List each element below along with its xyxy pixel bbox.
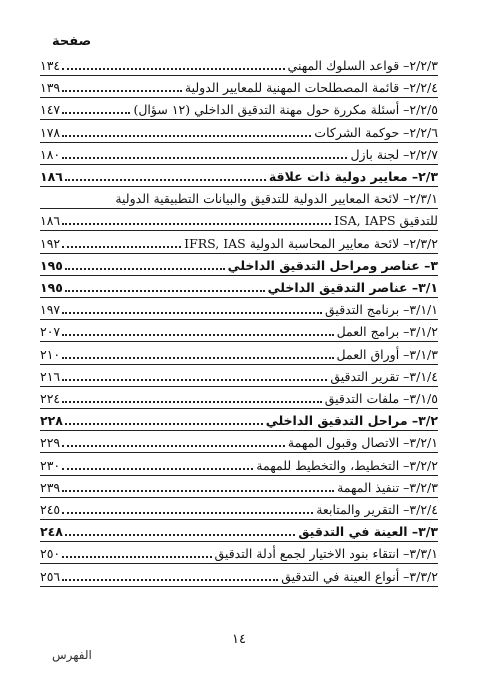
toc-entry-title: ٣/٢– مراحل التدقيق الداخلي bbox=[265, 413, 438, 429]
toc-entry-page: ٢٢٤ bbox=[40, 391, 61, 406]
toc-entry bbox=[40, 477, 438, 497]
row-divider bbox=[40, 230, 438, 231]
toc-entry bbox=[40, 255, 438, 275]
row-divider bbox=[40, 519, 438, 520]
dot-leader bbox=[65, 534, 295, 536]
toc-entry-title: ٢/٣– معايير دولية ذات علاقة bbox=[268, 169, 438, 184]
row-divider bbox=[40, 297, 438, 298]
toc-entry bbox=[40, 432, 438, 452]
toc-entry-title: ٢/٢/٤– قائمة المصطلحات المهنية للمعايير الدولية bbox=[184, 80, 438, 96]
toc-entry-title: ٢/٢/٧– لجنة بازل bbox=[350, 146, 438, 162]
dot-leader bbox=[62, 468, 253, 470]
dot-leader bbox=[62, 223, 331, 225]
toc-entry-page: ٢٥٦ bbox=[40, 568, 61, 584]
toc-entry-title: للتدقيق ISA, IAPS bbox=[334, 213, 438, 229]
row-divider bbox=[40, 186, 438, 187]
toc-entry-page: ١٨٠ bbox=[40, 146, 61, 162]
row-divider bbox=[40, 341, 438, 342]
toc-entry bbox=[40, 366, 438, 386]
dot-leader bbox=[62, 157, 347, 159]
toc-entry-page: ٢٣٩ bbox=[40, 479, 61, 495]
toc-entry-title: ٣/١/٣– أوراق العمل bbox=[336, 346, 438, 362]
toc-entry-title: ٢/٢/٦– حوكمة الشركات bbox=[314, 124, 438, 140]
row-divider bbox=[40, 430, 438, 431]
toc-entry bbox=[40, 122, 438, 142]
toc-entry-page: ٢٤٥ bbox=[40, 502, 61, 517]
toc-entry-title: ٢/٢/٥– أسئلة مكررة حول مهنة التدقيق الداخلي (١٢ سؤال) bbox=[133, 102, 438, 118]
dot-leader bbox=[62, 357, 333, 359]
toc-entry bbox=[40, 299, 438, 319]
dot-leader bbox=[62, 90, 182, 92]
toc-entry-title: ٣/٢/١– الاتصال وقبول المهمة bbox=[287, 435, 438, 451]
toc-entry-page: ١٣٩ bbox=[40, 80, 61, 96]
toc-entry-page: ٢١٦ bbox=[40, 368, 61, 384]
toc-entry-page: ٢٢٨ bbox=[40, 413, 63, 429]
toc-entry-title: ٣/٢/٢– التخطيط، والتخطيط للمهمة bbox=[256, 457, 438, 473]
toc-entry bbox=[40, 233, 438, 253]
toc-entry-title: ٣/٣/١– انتقاء بنود الاختيار لجمع أدلة التدقيق bbox=[214, 546, 438, 562]
toc-entry-page: ٢١٠ bbox=[40, 346, 61, 362]
row-divider bbox=[40, 142, 438, 143]
page-number: ١٤ bbox=[232, 632, 246, 647]
dot-leader bbox=[62, 556, 211, 558]
row-divider bbox=[40, 452, 438, 453]
toc-entry-title: ٣/٢/٣– تنفيذ المهمة bbox=[337, 479, 438, 495]
row-divider bbox=[40, 253, 438, 254]
row-divider bbox=[40, 97, 438, 98]
toc-entry-page: ١٤٧ bbox=[40, 102, 61, 118]
row-divider bbox=[40, 164, 438, 165]
dot-leader bbox=[62, 135, 311, 137]
row-divider bbox=[40, 208, 438, 209]
dot-leader bbox=[62, 445, 285, 447]
dot-leader bbox=[65, 423, 263, 425]
row-divider bbox=[40, 364, 438, 365]
toc-entry-page: ١٩٥ bbox=[40, 257, 63, 273]
toc-entry bbox=[40, 521, 438, 541]
toc-entry bbox=[40, 99, 438, 119]
toc-entry-page: ١٩٥ bbox=[40, 280, 63, 295]
toc-entry bbox=[40, 410, 438, 430]
row-divider bbox=[40, 563, 438, 564]
row-divider bbox=[40, 275, 438, 276]
row-divider bbox=[40, 319, 438, 320]
toc-entry bbox=[40, 188, 438, 208]
dot-leader bbox=[62, 401, 322, 403]
dot-leader bbox=[62, 490, 334, 492]
toc-entry-page: ٢٠٧ bbox=[40, 324, 61, 340]
row-divider bbox=[40, 386, 438, 387]
row-divider bbox=[40, 75, 438, 76]
dot-leader bbox=[62, 334, 333, 336]
toc-entry bbox=[40, 344, 438, 364]
row-divider bbox=[40, 408, 438, 409]
toc-entry-title: ٣/١– عناصر التدقيق الداخلي bbox=[267, 280, 438, 295]
toc-entry bbox=[40, 77, 438, 97]
row-divider bbox=[40, 497, 438, 498]
row-divider bbox=[40, 475, 438, 476]
toc-entry-page: ١٣٤ bbox=[40, 58, 61, 73]
toc-entry-title: ٣/٢/٤– التقرير والمتابعة bbox=[316, 502, 438, 517]
dot-leader bbox=[62, 246, 181, 248]
toc-entry bbox=[40, 499, 438, 519]
toc-entry-page: ١٧٨ bbox=[40, 124, 61, 140]
toc-entry bbox=[40, 55, 438, 75]
toc-entry-page: ١٨٦ bbox=[40, 169, 63, 184]
toc-entry bbox=[40, 321, 438, 341]
toc-entry bbox=[40, 455, 438, 475]
footer-label: الفهرس bbox=[52, 648, 92, 662]
toc-entry-page: ١٨٦ bbox=[40, 213, 61, 229]
toc-entry bbox=[40, 277, 438, 297]
toc-entry-title: ٣/١/٥– ملفات التدقيق bbox=[324, 391, 438, 406]
dot-leader bbox=[62, 379, 327, 381]
toc-entry-title: ٣/١/٢– برامج العمل bbox=[336, 324, 438, 340]
row-divider bbox=[40, 541, 438, 542]
toc-entry bbox=[40, 166, 438, 186]
toc-entry-title: ٣/٣/٢– أنواع العينة في التدقيق bbox=[281, 568, 438, 584]
toc-entry bbox=[40, 566, 438, 586]
toc-entry-page: ٢٣٠ bbox=[40, 457, 61, 473]
toc-entry-title: ٣/٣– العينة في التدقيق bbox=[298, 524, 438, 540]
toc-entry-page: ٢٥٠ bbox=[40, 546, 61, 562]
dot-leader bbox=[65, 290, 265, 292]
toc-entry-title: ٢/٢/٣– قواعد السلوك المهني bbox=[287, 58, 438, 73]
toc-entry bbox=[40, 144, 438, 164]
dot-leader bbox=[62, 68, 284, 70]
toc-entry-title: ٢/٣/١– لائحة المعايير الدولية للتدقيق والبيانات التطبيقية الدولية bbox=[115, 191, 438, 207]
toc-entry-title: ٢/٣/٢– لائحة معايير المحاسبة الدولية IFRS, IAS bbox=[184, 235, 438, 251]
toc-entry-page: ١٩٧ bbox=[40, 302, 61, 318]
dot-leader bbox=[62, 112, 130, 114]
toc-entry bbox=[40, 543, 438, 563]
dot-leader bbox=[62, 512, 313, 514]
toc-entry-page: ١٩٢ bbox=[40, 235, 61, 251]
page-column-heading: صفحة bbox=[52, 34, 92, 49]
row-divider bbox=[40, 119, 438, 120]
toc-entry-page: ٢٤٨ bbox=[40, 524, 63, 540]
toc-entry-title: ٣– عناصر ومراحل التدقيق الداخلي bbox=[227, 257, 438, 273]
dot-leader bbox=[62, 579, 278, 581]
toc-entry-title: ٣/١/١– برنامج التدقيق bbox=[325, 302, 438, 318]
toc-entry-page: ٢٢٩ bbox=[40, 435, 61, 451]
toc-entry bbox=[40, 388, 438, 408]
dot-leader bbox=[65, 268, 225, 270]
row-divider bbox=[40, 586, 438, 587]
dot-leader bbox=[65, 179, 266, 181]
dot-leader bbox=[62, 312, 322, 314]
toc-entry bbox=[40, 210, 438, 230]
toc-entry-title: ٣/١/٤– تقرير التدقيق bbox=[330, 368, 438, 384]
